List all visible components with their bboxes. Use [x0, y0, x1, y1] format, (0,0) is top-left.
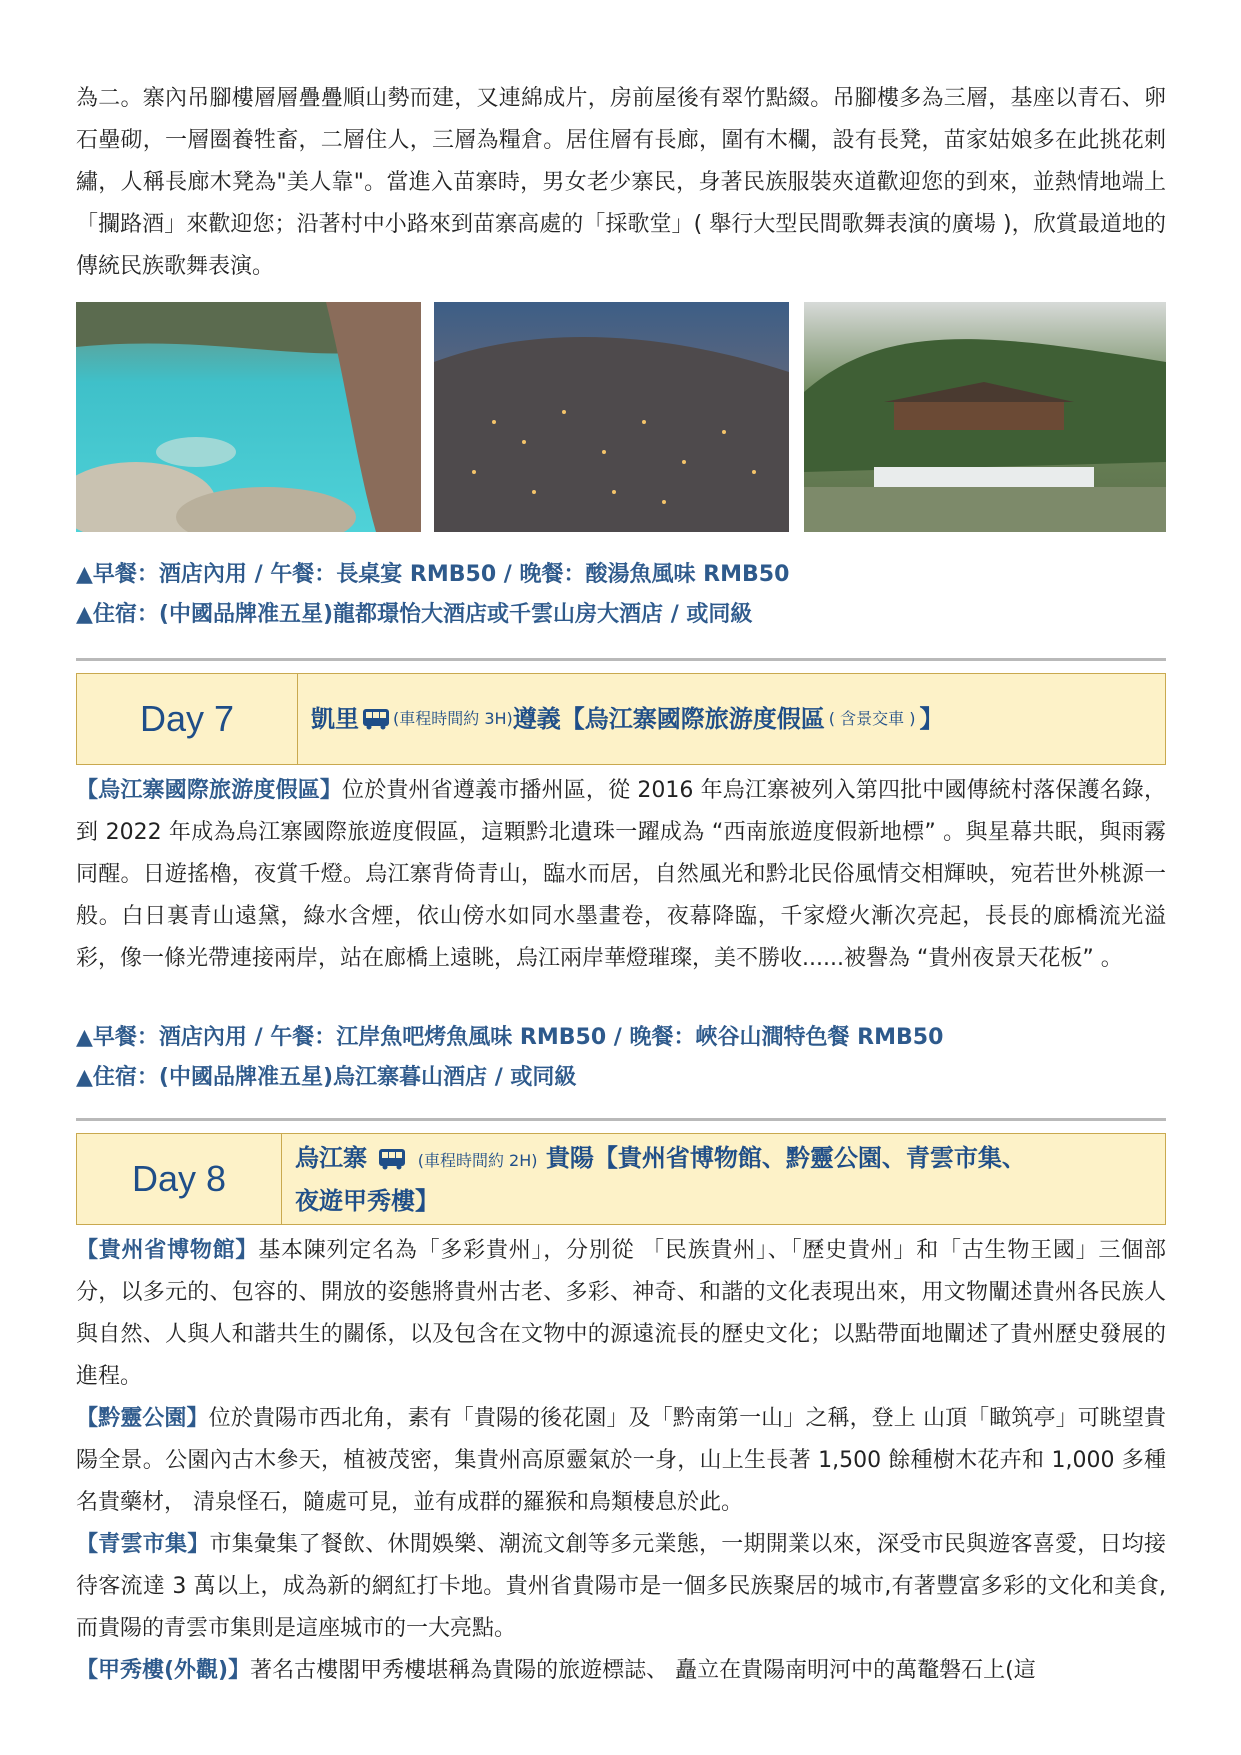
museum-paragraph: [76, 1230, 1166, 1398]
day6-meal-line: ▲早餐：酒店內用 / 午餐：長桌宴 RMB50 / 晚餐：酸湯魚風味 RMB50: [76, 562, 790, 587]
park-keyword: 【黔靈公園】: [76, 1406, 209, 1431]
market-keyword: 【青雲市集】: [76, 1532, 210, 1557]
day7-label: Day 7: [77, 674, 298, 764]
day8-header: [76, 1133, 1166, 1225]
day7-description: [76, 770, 1166, 980]
day7-destination: 遵義【烏江寨國際旅游度假區: [512, 705, 825, 733]
day8-label: Day 8: [77, 1134, 282, 1224]
tower-paragraph: [76, 1650, 1166, 1692]
day7-hotel-line: ▲住宿：(中國品牌准五星)烏江寨暮山酒店 / 或同級: [76, 1065, 577, 1090]
day8-travel-time: (車程時間約 2H): [417, 1150, 538, 1170]
park-text: 位於貴陽市西北角，素有「貴陽的後花園」及「黔南第一山」之稱，登上 山頂「瞰筑亭」可眺望貴陽全景。公園內古木參天，植被茂密，集貴州高原靈氣於一身，山上生長著 1,500 餘種樹木花卉和 1,000 多種名貴藥材， 清泉怪石，隨處可見，並有成群的羅猴和鳥類棲息於此。: [76, 1406, 1166, 1515]
day7-title: [311, 674, 943, 764]
park-paragraph: [76, 1398, 1166, 1524]
photo-covered-bridge: [804, 302, 1166, 532]
intro-paragraph: 為二。寨內吊腳樓層層疊疊順山勢而建，又連綿成片，房前屋後有翠竹點綴。吊腳樓多為三層，基座以青石、卵石壘砌，一層圈養牲畜，二層住人，三層為糧倉。居住層有長廊，圍有木欄，設有長凳，苗家姑娘多在此挑花刺繡，人稱長廊木凳為"美人靠"。當進入苗寨時，男女老少寨民，身著民族服裝夾道歡迎您的到來，並熱情地端上「攔路酒」來歡迎您；沿著村中小路來到苗寨高處的「採歌堂」( 舉行大型民間歌舞表演的廣場 )，欣賞最道地的傳統民族歌舞表演。: [76, 86, 1166, 279]
tower-keyword: 【甲秀樓(外觀)】: [76, 1658, 251, 1683]
market-paragraph: [76, 1524, 1166, 1650]
museum-text: 基本陳列定名為「多彩貴州」，分別從 「民族貴州」、「歷史貴州」和「古生物王國」三個部分，以多元的、包容的、開放的姿態將貴州古老、多彩、神奇、和諧的文化表現出來，用文物闡述貴州各民族人與自然、人與人和諧共生的關係，以及包含在文物中的源遠流長的歷史文化；以點帶面地闡述了貴州歷史發展的進程。: [76, 1238, 1166, 1389]
market-text: 市集彙集了餐飲、休閒娛樂、潮流文創等多元業態，一期開業以來，深受市民與遊客喜愛，日均接待客流達 3 萬以上，成為新的網紅打卡地。貴州省貴陽市是一個多民族聚居的城市,有著豐富多彩的文化和美食,而貴陽的青雲市集則是這座城市的一大亮點。: [76, 1532, 1166, 1641]
bus-icon: [378, 1148, 406, 1170]
bus-icon: [362, 708, 390, 730]
divider: [76, 1118, 1166, 1121]
photo-river: [76, 302, 421, 532]
day7-text: 位於貴州省遵義市播州區，從 2016 年烏江寨被列入第四批中國傳統村落保護名錄，到 2022 年成為烏江寨國際旅遊度假區，這顆黔北遺珠一躍成為 “西南旅遊度假新地標” 。與星幕共眠，與雨霧同醒。日遊搖櫓，夜賞千燈。烏江寨背倚青山，臨水而居，自然風光和黔北民俗風情交相輝映，宛若世外桃源一般。白日裏青山遠黛，綠水含煙，依山傍水如同水墨畫卷，夜幕降臨，千家燈火漸次亮起，長長的廊橋流光溢彩，像一條光帶連接兩岸，站在廊橋上遠眺，烏江兩岸華燈璀璨，美不勝收......被譽為 “貴州夜景天花板” 。: [76, 778, 1166, 971]
day7-destination-note: ( 含景交車 ): [828, 709, 916, 728]
day7-travel-time: (車程時間約 3H): [393, 709, 513, 728]
day6-hotel-line: ▲住宿：(中國品牌准五星)龍都璟怡大酒店或千雲山房大酒店 / 或同級: [76, 602, 753, 627]
photo-row: [76, 302, 1166, 532]
day8-from: 烏江寨: [295, 1143, 367, 1172]
day7-from: 凱里: [311, 705, 359, 733]
photo-village-night: [434, 302, 789, 532]
divider: [76, 658, 1166, 661]
day8-title: [295, 1134, 1155, 1224]
tower-text: 著名古樓閣甲秀樓堪稱為貴陽的旅遊標誌、 矗立在貴陽南明河中的萬鼇磐石上(這: [250, 1658, 1036, 1683]
day7-destination-end: 】: [919, 705, 944, 733]
day7-keyword: 【烏江寨國際旅游度假區】: [76, 778, 343, 803]
museum-keyword: 【貴州省博物館】: [76, 1238, 259, 1263]
day8-destination-line2: 夜遊甲秀樓】: [295, 1186, 439, 1215]
day7-header: [76, 673, 1166, 765]
day7-meal-line: ▲早餐：酒店內用 / 午餐：江岸魚吧烤魚風味 RMB50 / 晚餐：峽谷山澗特色餐 RMB50: [76, 1025, 944, 1050]
day8-destination: 貴陽【貴州省博物館、黔靈公園、青雲市集、: [545, 1143, 1026, 1172]
